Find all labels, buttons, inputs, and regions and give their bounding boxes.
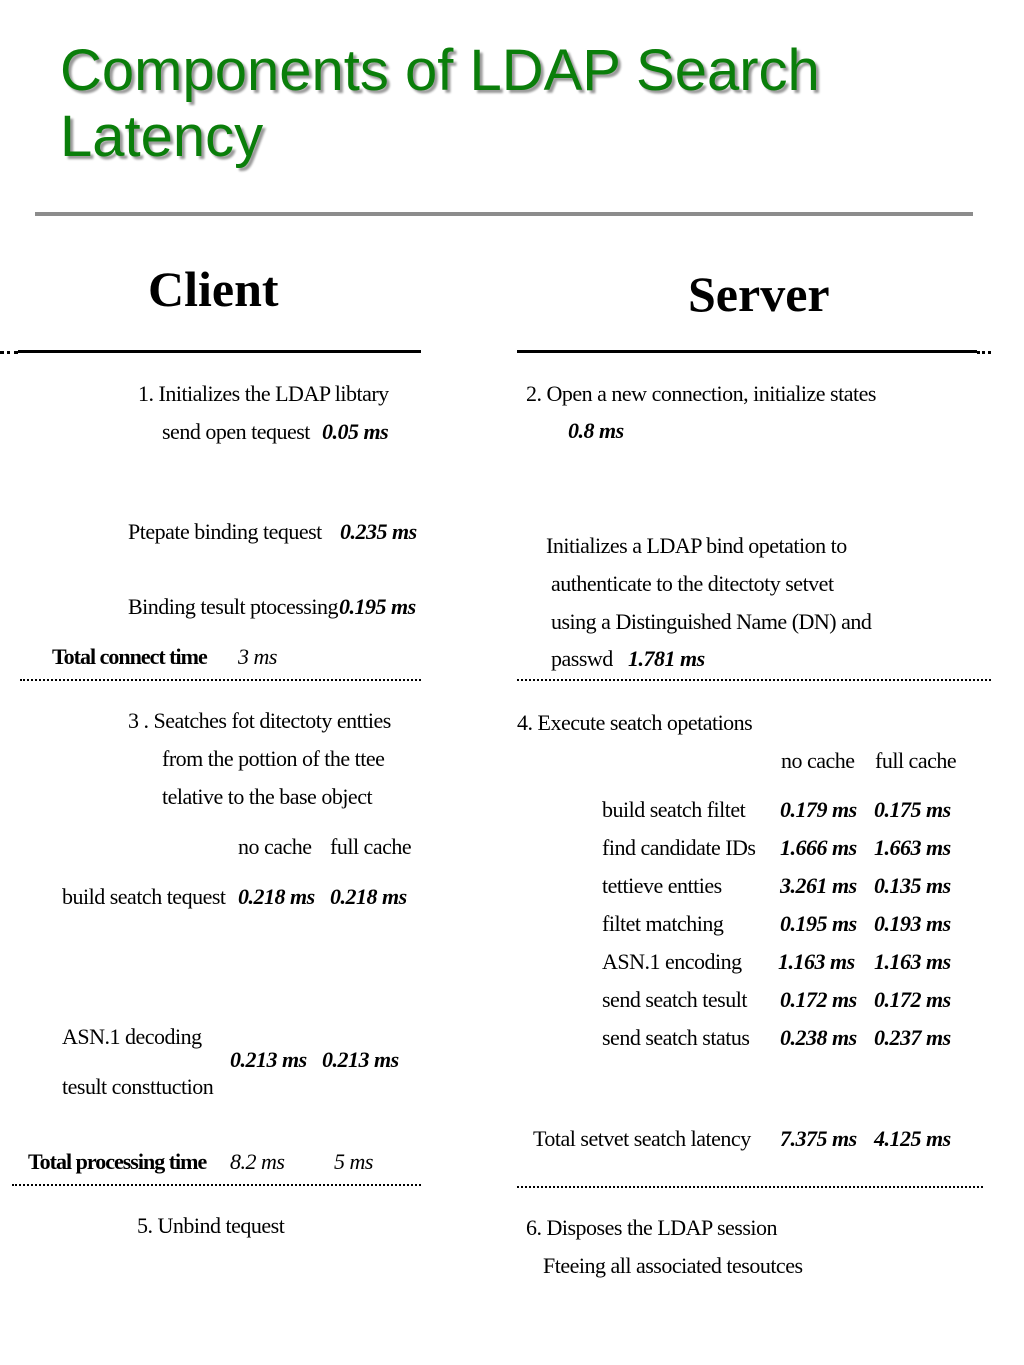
server-bind-value: 1.781 ms (628, 646, 705, 671)
server-separator-2 (517, 1186, 983, 1188)
client-total-processing-full-cache: 5 ms (334, 1149, 373, 1174)
server-step6-line2: Fteeing all associated tesoutces (543, 1253, 803, 1278)
server-step2-value: 0.8 ms (568, 418, 624, 443)
server-row-no-cache: 0.238 ms (780, 1025, 857, 1050)
server-row-no-cache: 3.261 ms (780, 873, 857, 898)
client-prepare-value: 0.235 ms (340, 519, 417, 544)
client-step1-line1: 1. Initializes the LDAP libtary (138, 381, 389, 406)
client-build-full-cache: 0.218 ms (330, 884, 407, 909)
client-binding-label: Binding tesult ptocessing (128, 594, 338, 619)
client-asn-label-2: tesult consttuction (62, 1074, 214, 1099)
client-heading: Client (148, 261, 279, 317)
client-step5: 5. Unbind tequest (137, 1213, 285, 1238)
client-prepare-label: Ptepate binding tequest (128, 519, 322, 544)
server-row-full-cache: 1.163 ms (874, 949, 951, 974)
server-row-no-cache: 0.179 ms (780, 797, 857, 822)
client-top-line-dots (0, 351, 18, 354)
client-step1-value: 0.05 ms (322, 419, 389, 444)
server-step6-line1: 6. Disposes the LDAP session (526, 1215, 778, 1240)
server-top-line (517, 350, 977, 353)
server-row-full-cache: 0.172 ms (874, 987, 951, 1012)
server-bind-line2: authenticate to the ditectoty setvet (551, 571, 834, 596)
server-col-no-cache: no cache (781, 748, 855, 773)
title-underline (35, 212, 973, 216)
client-total-processing-no-cache: 8.2 ms (230, 1149, 285, 1174)
server-row-full-cache: 0.175 ms (874, 797, 951, 822)
client-top-line (18, 350, 421, 353)
client-separator-1 (20, 679, 421, 681)
server-row-full-cache: 0.193 ms (874, 911, 951, 936)
client-separator-2 (12, 1184, 421, 1186)
server-total-full-cache: 4.125 ms (874, 1126, 951, 1151)
server-row-no-cache: 0.195 ms (780, 911, 857, 936)
client-total-connect-value: 3 ms (238, 644, 277, 669)
client-asn-full-cache: 0.213 ms (322, 1047, 399, 1072)
server-total-no-cache: 7.375 ms (780, 1126, 857, 1151)
server-row-no-cache: 0.172 ms (780, 987, 857, 1012)
client-binding-value: 0.195 ms (339, 594, 416, 619)
server-row-no-cache: 1.666 ms (780, 835, 857, 860)
server-row-label: build seatch filtet (602, 797, 746, 822)
server-top-line-dots (977, 351, 991, 354)
client-asn-label-1: ASN.1 decoding (62, 1024, 202, 1049)
server-row-full-cache: 0.135 ms (874, 873, 951, 898)
server-total-label: Total setvet seatch latency (533, 1126, 751, 1151)
server-row-full-cache: 0.237 ms (874, 1025, 951, 1050)
client-build-no-cache: 0.218 ms (238, 884, 315, 909)
server-heading: Server (688, 266, 830, 322)
server-row-label: send seatch tesult (602, 987, 747, 1012)
server-row-label: filtet matching (602, 911, 724, 936)
server-separator-1 (517, 679, 991, 681)
server-bind-line1: Initializes a LDAP bind opetation to (546, 533, 847, 558)
client-col-full-cache: full cache (330, 834, 412, 859)
server-row-label: ASN.1 encoding (602, 949, 742, 974)
client-asn-no-cache: 0.213 ms (230, 1047, 307, 1072)
server-row-label: tettieve entties (602, 873, 722, 898)
slide-title: Components of LDAP Search Latency (60, 38, 820, 169)
server-bind-line3: using a Distinguished Name (DN) and (551, 609, 872, 634)
server-row-label: find candidate IDs (602, 835, 756, 860)
server-col-full-cache: full cache (875, 748, 957, 773)
client-col-no-cache: no cache (238, 834, 312, 859)
server-row-full-cache: 1.663 ms (874, 835, 951, 860)
client-step1-line2: send open tequest (162, 419, 310, 444)
client-total-processing-label: Total processing time (28, 1149, 207, 1174)
server-row-label: send seatch status (602, 1025, 750, 1050)
client-build-label: build seatch tequest (62, 884, 226, 909)
client-total-connect-label: Total connect time (52, 644, 207, 669)
server-step4: 4. Execute seatch opetations (517, 710, 753, 735)
client-step3-line2: from the pottion of the ttee (162, 746, 385, 771)
server-bind-line4: passwd (551, 646, 613, 671)
server-step2-line1: 2. Open a new connection, initialize states (526, 381, 876, 406)
client-step3-line3: telative to the base object (162, 784, 373, 809)
client-step3-line1: 3 . Seatches fot ditectoty entties (128, 708, 391, 733)
server-row-no-cache: 1.163 ms (778, 949, 855, 974)
